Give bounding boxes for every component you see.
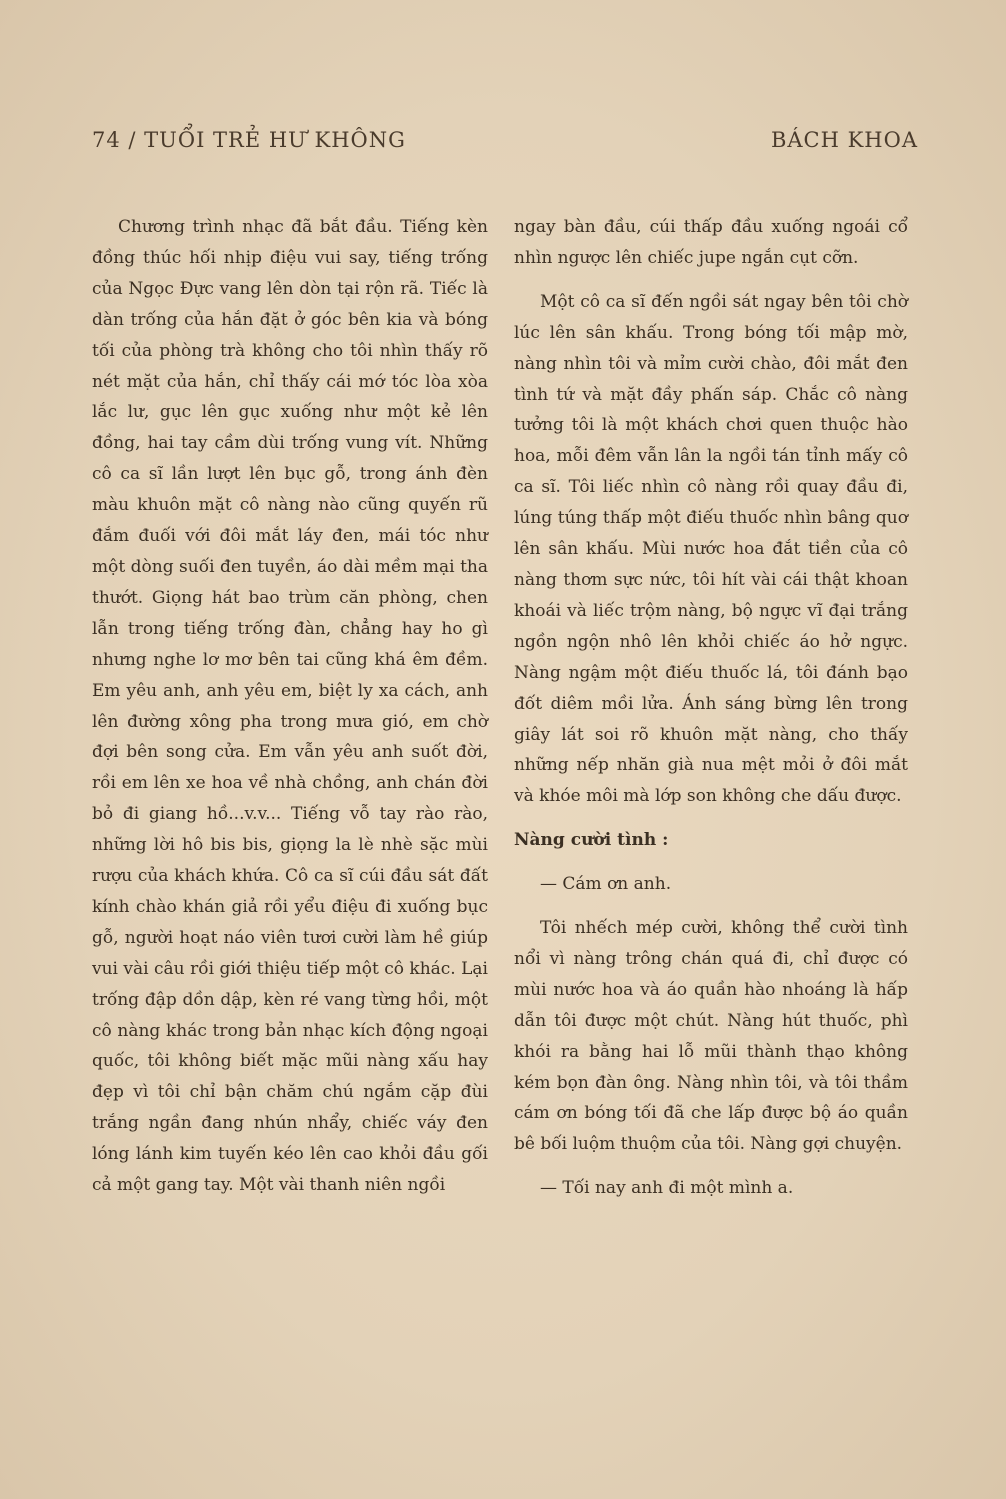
dialogue-line: — Cám ơn anh. (540, 874, 672, 895)
paragraph-short: Nàng cười tình : (514, 830, 669, 851)
page-number-title: 74 / TUỔI TRẺ HƯ KHÔNG (92, 128, 406, 152)
paragraph-continued: ngay bàn đầu, cúi thấp đầu xuống ngoái cổ nhìn ngược lên chiếc jupe ngắn cụt cỡn. (514, 217, 908, 268)
paragraph: Chương trình nhạc đã bắt đầu. Tiếng kèn đồng thúc hối nhịp điệu vui say, tiếng trống của Ngọc Đực vang lên dòn tại rộn rã. Tiếc là dàn trống của hắn đặt ở góc bên kia và bóng tối của phòng trà không cho tôi nhìn thấy rõ nét mặt của hắn, chỉ thấy cái mớ tóc lòa xòa lắc lư, gục lên gục xuống như một kẻ lên đồng, hai tay cầm dùi trống vung vít. Những cô ca sĩ lần lượt lên bục gỗ, trong ánh đèn màu khuôn mặt cô nàng nào cũng quyến rũ đắm đuối với đôi mắt láy đen, mái tóc như một dòng suối đen tuyền, áo dài mềm mại tha thướt. Giọng hát bao trùm căn phòng, chen lẫn trong tiếng trống đàn, chẳng hay ho gì nhưng nghe lơ mơ bên tai cũng khá êm đềm. Em yêu anh, anh yêu em, biệt ly xa cách, anh lên đường xông pha trong mưa gió, em chờ đợi bên song cửa. Em vẫn yêu anh suốt đời, rồi em lên xe hoa về nhà chồng, anh chán đời bỏ đi giang hồ...v.v... Tiếng vỗ tay rào rào, những lời hô bis bis, giọng la lè nhè sặc mùi rượu của khách khứa. Cô ca sĩ cúi đầu sát đất kính chào khán giả rồi yểu điệu đi xuống bục gỗ, người hoạt náo viên tươi cười làm hề giúp vui vài câu rồi giới thiệu tiếp một cô khác. Lại trống đập dồn dập, kèn ré vang từng hồi, một cô nàng khác trong bản nhạc kích động ngoại quốc, tôi không biết mặc mũi nàng xấu hay đẹp vì tôi chỉ bận chăm chú ngắm cặp đùi trắng ngần đang nhún nhẩy, chiếc váy đen lóng lánh kim tuyến kéo lên cao khỏi đầu gối cả một gang tay. Một vài thanh niên ngồi (92, 217, 488, 1196)
dialogue-line: — Tối nay anh đi một mình a. (540, 1178, 794, 1199)
running-header (92, 128, 918, 158)
left-column (92, 212, 488, 1201)
magazine-name: BÁCH KHOA (770, 128, 918, 152)
right-column (514, 212, 908, 1204)
paragraph: Tôi nhếch mép cười, không thể cười tình nổi vì nàng trông chán quá đi, chỉ được có mùi nước hoa và áo quần hào nhoáng là hấp dẫn tôi được một chút. Nàng hút thuốc, phì khói ra bằng hai lỗ mũi thành thạo không kém bọn đàn ông. Nàng nhìn tôi, và tôi thầm cám ơn bóng tối đã che lấp được bộ áo quần bê bối luộm thuộm của tôi. Nàng gợi chuyện. (514, 918, 908, 1155)
paragraph: Một cô ca sĩ đến ngồi sát ngay bên tôi chờ lúc lên sân khấu. Trong bóng tối mập mờ, nàng nhìn tôi và mỉm cười chào, đôi mắt đen tình tứ và mặt đầy phấn sáp. Chắc cô nàng tưởng tôi là một khách chơi quen thuộc hào hoa, mỗi đêm vẫn lân la ngồi tán tỉnh mấy cô ca sĩ. Tôi liếc nhìn cô nàng rồi quay đầu đi, lúng túng thấp một điếu thuốc nhìn bâng quơ lên sân khấu. Mùi nước hoa đắt tiền của cô nàng thơm sực nức, tôi hít vài cái thật khoan khoái và liếc trộm nàng, bộ ngực vĩ đại trắng ngồn ngộn nhô lên khỏi chiếc áo hở ngực. Nàng ngậm một điếu thuốc lá, tôi đánh bạo đốt diêm mồi lửa. Ánh sáng bừng lên trong giây lát soi rõ khuôn mặt nàng, cho thấy những nếp nhăn già nua mệt mỏi ở đôi mắt và khóe môi mà lớp son không che dấu được. (514, 291, 908, 807)
